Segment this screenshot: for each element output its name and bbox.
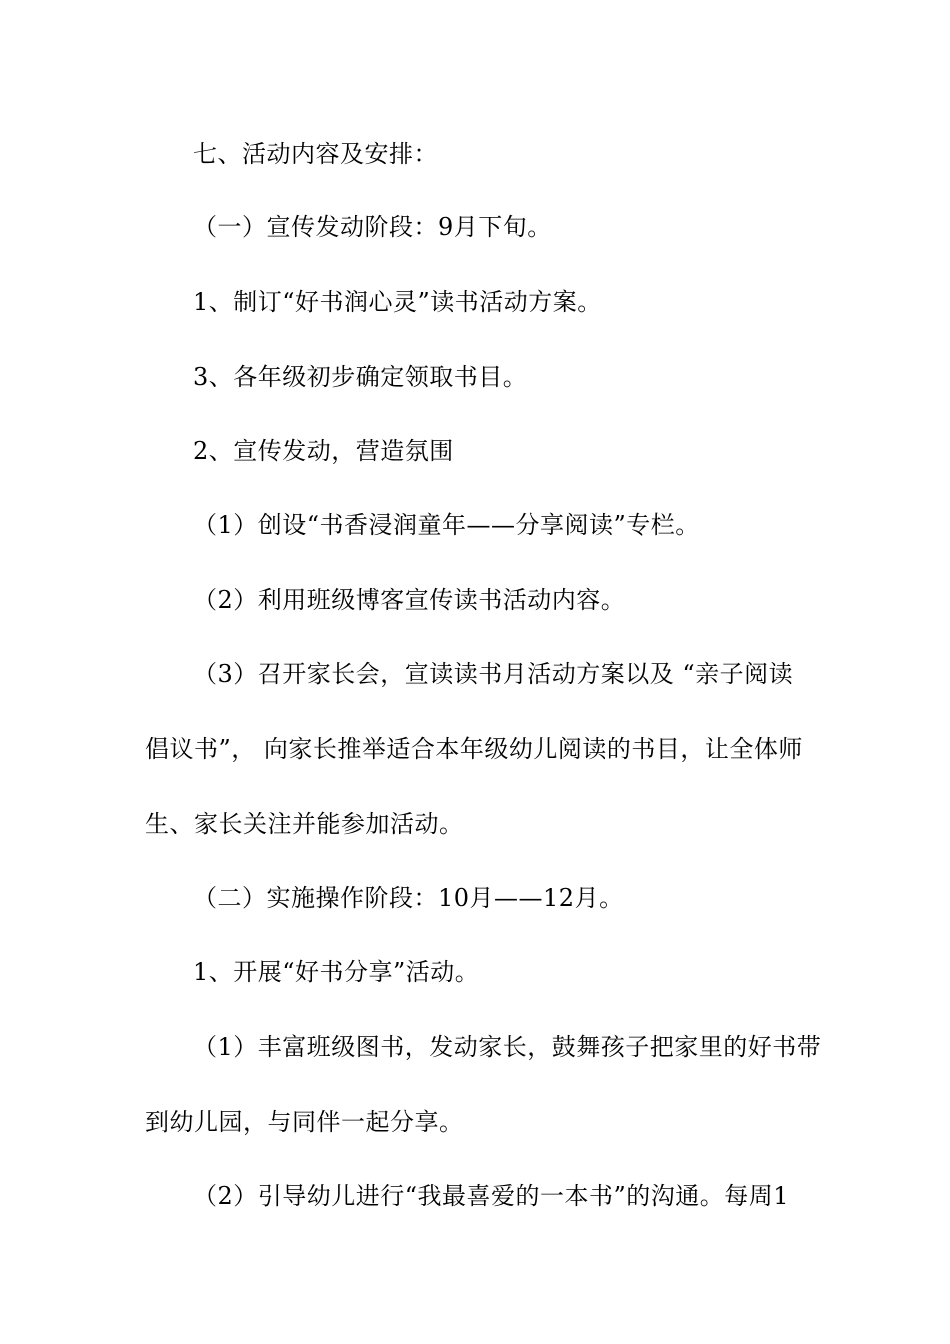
paragraph: （3）召开家长会，宣读读书月活动方案以及 “亲子阅读 bbox=[193, 660, 794, 688]
paragraph: （2）引导幼儿进行“我最喜爱的一本书”的沟通。每周1 bbox=[193, 1182, 790, 1210]
paragraph: 1、制订“好书润心灵”读书活动方案。 bbox=[193, 288, 602, 316]
paragraph: （1）创设“书香浸润童年——分享阅读”专栏。 bbox=[193, 511, 700, 539]
paragraph: 1、开展“好书分享”活动。 bbox=[193, 958, 480, 986]
phase-heading: （一）宣传发动阶段：9月下旬。 bbox=[193, 213, 552, 241]
paragraph: 2、宣传发动，营造氛围 bbox=[193, 437, 454, 465]
section-heading: 七、活动内容及安排： bbox=[193, 140, 438, 168]
paragraph-continuation: 倡议书”， 向家长推举适合本年级幼儿阅读的书目，让全体师 bbox=[145, 735, 803, 763]
phase-heading: （二）实施操作阶段：10月——12月。 bbox=[193, 884, 624, 912]
paragraph-continuation: 生、家长关注并能参加活动。 bbox=[145, 810, 464, 838]
paragraph-continuation: 到幼儿园，与同伴一起分享。 bbox=[145, 1108, 464, 1136]
paragraph: （1）丰富班级图书，发动家长，鼓舞孩子把家里的好书带 bbox=[193, 1033, 822, 1061]
paragraph: （2）利用班级博客宣传读书活动内容。 bbox=[193, 586, 626, 614]
paragraph: 3、各年级初步确定领取书目。 bbox=[193, 363, 528, 391]
